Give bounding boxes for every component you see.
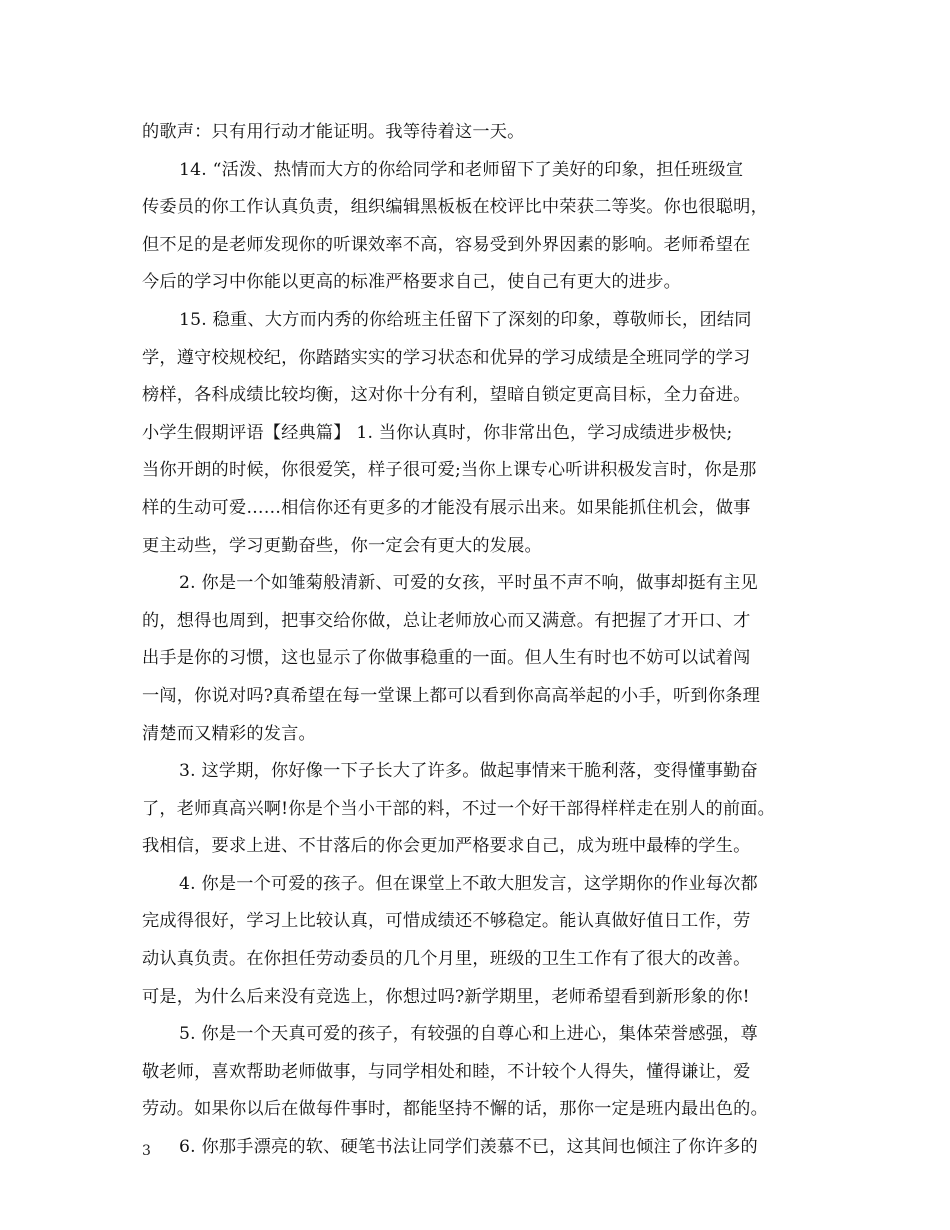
text-line-26: 敬老师，喜欢帮助老师做事，与同学相处和睦，不计较个人得失，懂得谦让，爱 — [142, 1061, 751, 1082]
text-line-16: 一闯，你说对吗?真希望在每一堂课上都可以看到你高高举起的小手，听到你条理 — [142, 685, 760, 706]
text-line-08: 榜样，各科成绩比较均衡，这对你十分有利，望暗自锁定更高目标，全力奋进。 — [142, 385, 751, 406]
page-number: 3 — [142, 1143, 151, 1159]
text-line-05: 今后的学习中你能以更高的标准严格要求自己，使自己有更大的进步。 — [142, 272, 682, 293]
text-line-24: 可是，为什么后来没有竞选上，你想过吗?新学期里，老师希望看到新形象的你! — [142, 986, 750, 1007]
text-line-01: 的歌声：只有用行动才能证明。我等待着这一天。 — [142, 122, 525, 142]
text-line-28: 6. 你那手漂亮的软、硬笔书法让同学们羡慕不已，这其间也倾注了你许多的 — [179, 1137, 758, 1158]
text-line-09: 小学生假期评语【经典篇】 1. 当你认真时，你非常出色，学习成绩进步极快; — [142, 422, 733, 443]
text-line-03: 传委员的你工作认真负责，组织编辑黑板板在校评比中荣获二等奖。你也很聪明， — [142, 197, 768, 218]
text-line-23: 动认真负责。在你担任劳动委员的几个月里，班级的卫生工作有了很大的改善。 — [142, 949, 751, 970]
text-line-13: 2. 你是一个如雏菊般清新、可爱的女孩，平时虽不声不响，做事却挺有主见 — [179, 573, 758, 594]
text-line-07: 学，遵守校规校纪，你踏踏实实的学习状态和优异的学习成绩是全班同学的学习 — [142, 347, 751, 368]
text-line-11: 样的生动可爱……相信你还有更多的才能没有展示出来。如果能抓住机会，做事 — [142, 497, 751, 518]
text-line-22: 完成得很好，学习上比较认真，可惜成绩还不够稳定。能认真做好值日工作，劳 — [142, 911, 751, 932]
document-body — [142, 114, 822, 1167]
text-line-19: 了，老师真高兴啊!你是个当小干部的料，不过一个好干部得样样走在别人的前面。 — [142, 798, 776, 819]
text-line-04: 但不足的是老师发现你的听课效率不高，容易受到外界因素的影响。老师希望在 — [142, 234, 751, 255]
text-line-02: 14. “活泼、热情而大方的你给同学和老师留下了美好的印象，担任班级宣 — [179, 159, 744, 180]
text-line-10: 当你开朗的时候，你很爱笑，样子很可爱;当你上课专心听讲积极发言时，你是那 — [142, 460, 757, 481]
text-line-18: 3. 这学期，你好像一下子长大了许多。做起事情来干脆利落，变得懂事勤奋 — [179, 761, 758, 782]
text-line-14: 的，想得也周到，把事交给你做，总让老师放心而又满意。有把握了才开口、才 — [142, 610, 751, 631]
text-line-12: 更主动些，学习更勤奋些，你一定会有更大的发展。 — [142, 535, 542, 556]
text-line-27: 劳动。如果你以后在做每件事时，都能坚持不懈的话，那你一定是班内最出色的。 — [142, 1099, 768, 1120]
text-line-21: 4. 你是一个可爱的孩子。但在课堂上不敢大胆发言，这学期你的作业每次都 — [179, 873, 758, 894]
text-line-25: 5. 你是一个天真可爱的孩子，有较强的自尊心和上进心，集体荣誉感强，尊 — [179, 1024, 758, 1045]
text-line-17: 清楚而又精彩的发言。 — [142, 723, 316, 744]
text-line-06: 15. 稳重、大方而内秀的你给班主任留下了深刻的印象，尊敬师长，团结同 — [179, 309, 752, 330]
text-line-20: 我相信，要求上进、不甘落后的你会更加严格要求自己，成为班中最棒的学生。 — [142, 836, 751, 857]
text-line-15: 出手是你的习惯，这也显示了你做事稳重的一面。但人生有时也不妨可以试着闯 — [142, 648, 751, 669]
